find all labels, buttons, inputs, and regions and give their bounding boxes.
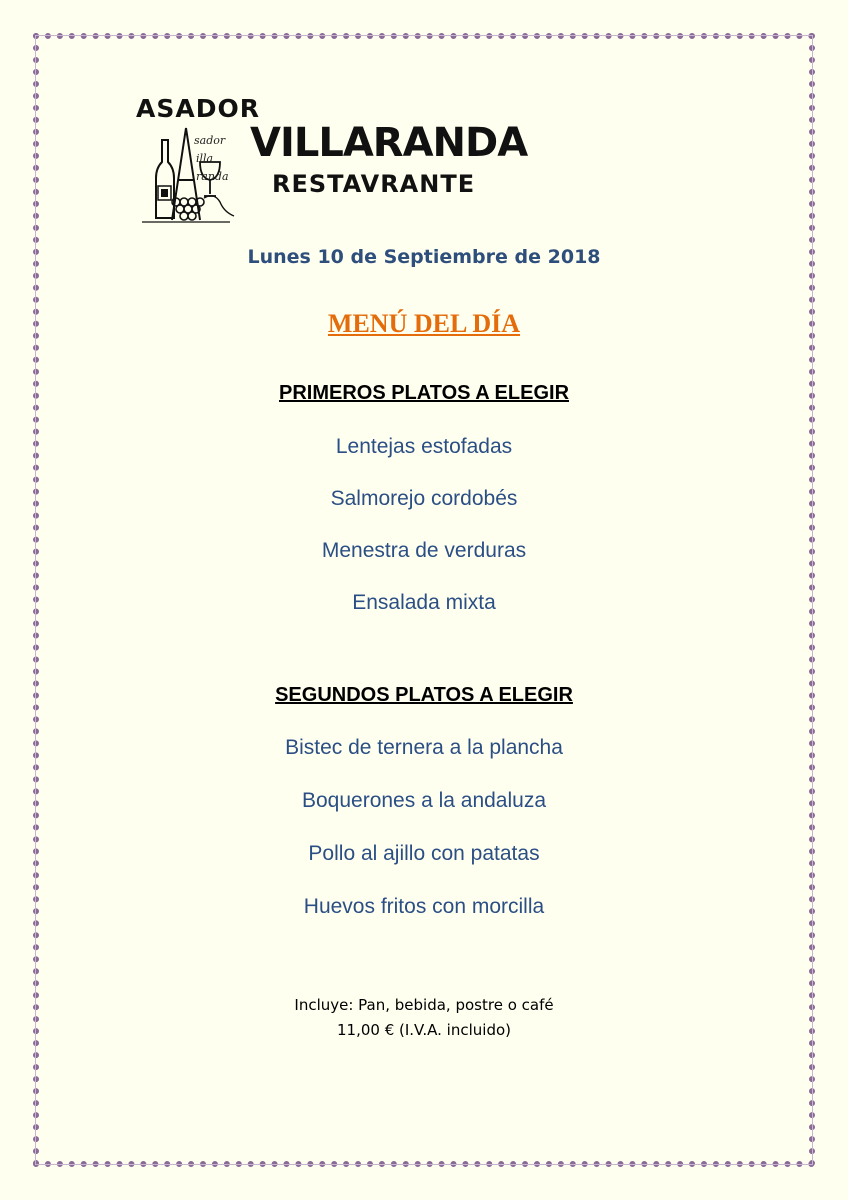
first-course-item: Lentejas estofadas <box>335 435 513 458</box>
second-course-item: Bistec de ternera a la plancha <box>285 736 563 759</box>
logo-subtitle-text: RESTAVRANTE <box>272 170 476 198</box>
logo-asador-text: ASADOR <box>136 94 260 123</box>
menu-date: Lunes 10 de Septiembre de 2018 <box>247 246 601 268</box>
logo-script-text: sador <box>194 134 226 147</box>
restaurant-logo <box>134 92 528 226</box>
logo-script-text: randa <box>196 170 229 183</box>
second-course-item: Boquerones a la andaluza <box>301 789 547 812</box>
logo-name-text: VILLARANDA <box>250 120 528 166</box>
second-course-item: Huevos fritos con morcilla <box>303 895 545 918</box>
menu-price-text: 11,00 € (I.V.A. incluido) <box>336 1021 511 1039</box>
first-course-item: Salmorejo cordobés <box>330 487 518 510</box>
first-course-item: Menestra de verduras <box>321 539 527 562</box>
second-courses-heading: SEGUNDOS PLATOS A ELEGIR <box>275 684 573 706</box>
menu-title: MENÚ DEL DÍA <box>327 309 521 338</box>
menu-includes-text: Incluye: Pan, bebida, postre o café <box>294 996 554 1014</box>
first-courses-heading: PRIMEROS PLATOS A ELEGIR <box>278 382 570 404</box>
logo-script-text: illa <box>196 152 214 165</box>
second-course-item: Pollo al ajillo con patatas <box>308 842 540 865</box>
first-course-item: Ensalada mixta <box>352 591 496 614</box>
